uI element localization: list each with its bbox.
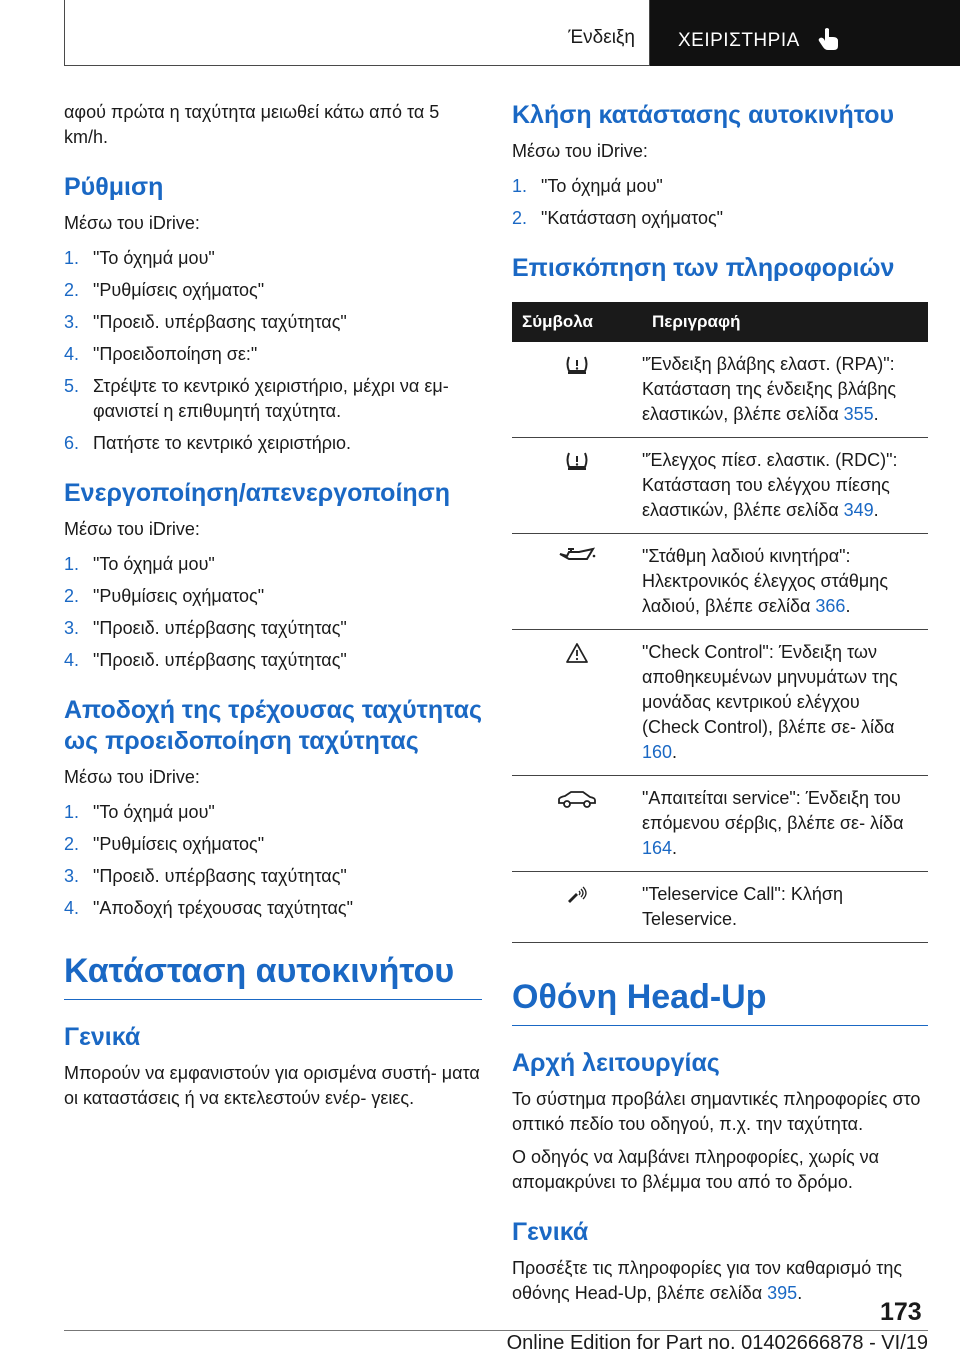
principle-text-2: Ο οδηγός να λαμβάνει πληροφορίες, χωρίς να απομακρύνει το βλέμμα του από το δρόμο. [512,1147,880,1192]
page-link[interactable]: 395 [767,1283,798,1303]
page-link[interactable]: 366 [815,596,846,616]
list-item: 4. "Προειδ. υπέρβασης ταχύτητας" [64,650,347,670]
list-item: 4. "Αποδοχή τρέχουσας ταχύτητας" [64,898,353,918]
section-lead: Μέσω του iDrive: [64,519,200,539]
list-item: 2. "Ρυθμίσεις οχήματος" [64,280,265,300]
oil-can-icon [557,546,597,568]
row-description: "Στάθμη λαδιού κινητήρα": Ηλεκτρονικός έλεγχος στάθμης λαδιού, βλέπε σελίδα [642,546,888,616]
steps-list-activation [64,552,482,673]
table-row [512,872,928,943]
section-title-accept-speed: Αποδοχή της τρέχουσας ταχύτητας ως προειδοποίηση ταχύτητας [64,696,482,755]
list-item: 6. Πατήστε το κεντρικό χειριστήριο. [64,433,351,453]
list-item: 1. "Το όχημά μου" [64,248,215,268]
footer-edition: Online Edition for Part no. 01402666878 - VI/19 [506,1332,928,1354]
section-title-general: Γενικά [512,1218,589,1246]
section-title-rythmisi: Ρύθμιση [64,173,164,201]
header-chapter-box [650,0,960,66]
table-header-row [512,302,928,342]
section-title-general: Γενικά [64,1023,141,1051]
car-service-icon [556,788,598,810]
column-header-symbols: Σύμβολα [512,302,642,342]
section-lead: Μέσω του iDrive: [512,141,648,161]
section-lead: Μέσω του iDrive: [64,767,200,787]
section-lead: Μέσω του iDrive: [64,213,200,233]
section-title-principle: Αρχή λειτουργίας [512,1049,720,1077]
list-item: 1. "Το όχημά μου" [512,176,663,196]
steps-list-call-status [512,174,928,231]
list-item: 3. "Προειδ. υπέρβασης ταχύτητας" [64,866,347,886]
list-item: 2. "Ρυθμίσεις οχήματος" [64,834,265,854]
page-header [64,0,960,66]
row-description: "Έλεγχος πίεσ. ελαστικ. (RDC)": Κατάσταση του ελέγχου πίεσης ελαστικών, βλέπε σελίδα [642,450,898,520]
page-link[interactable]: 164 [642,838,673,858]
list-item: 5. Στρέψτε το κεντρικό χειριστήριο, μέχρι να εμ- φανιστεί η επιθυμητή ταχύτητα. [64,376,449,421]
header-section-box [64,0,650,66]
tire-pressure-warning-icon [564,450,590,472]
symbols-table [512,302,928,943]
page-link[interactable]: 349 [843,500,874,520]
list-item: 1. "Το όχημά μου" [64,554,215,574]
warning-triangle-icon [565,642,589,664]
left-column [64,100,482,1111]
chapter-title-vehicle-status: Κατάσταση αυτοκινήτου [64,951,482,1000]
row-description: "Check Control": Ένδειξη των αποθηκευμένων μηνυμάτων της μονάδας κεντρικού ελέγχου (Check Control), βλέπε σε- λίδα [642,642,898,737]
chapter-title-head-up: Οθόνη Head-Up [512,977,928,1026]
hand-pointer-icon [816,26,842,52]
section-title-call-status: Κλήση κατάστασης αυτοκινήτου [512,101,895,129]
table-row: "Έλεγχος πίεσ. ελαστικ. (RDC)": Κατάσταση του ελέγχου πίεσης ελαστικών, βλέπε σελίδα 349. [512,438,928,534]
section-title-overview: Επισκόπηση των πληροφοριών [512,254,895,282]
table-row: "Check Control": Ένδειξη των αποθηκευμένων μηνυμάτων της μονάδας κεντρικού ελέγχου (Check Control), βλέπε σε- λίδα 160. [512,630,928,776]
list-item: 3. "Προειδ. υπέρβασης ταχύτητας" [64,618,347,638]
row-description: "Απαιτείται service": Ένδειξη του επόμενου σέρβις, βλέπε σε- λίδα [642,788,904,833]
table-row: "Απαιτείται service": Ένδειξη του επόμενου σέρβις, βλέπε σε- λίδα 164. [512,776,928,872]
principle-text-1: Το σύστημα προβάλει σημαντικές πληροφορίες στο οπτικό πεδίο του οδηγού, π.χ. την ταχύτητα. [512,1089,921,1134]
row-description: "Ένδειξη βλάβης ελαστ. (RPA)": Κατάσταση της ένδειξης βλάβης ελαστικών, βλέπε σελίδα [642,354,897,424]
list-item: 2. "Ρυθμίσεις οχήματος" [64,586,265,606]
page-number: 173 [880,1298,922,1326]
header-chapter-label: ΧΕΙΡΙΣΤΗΡΙΑ [678,30,800,51]
general-text: Μπορούν να εμφανιστούν για ορισμένα συστή- ματα οι καταστάσεις ή να εκτελεστούν ενέρ- γειες. [64,1063,480,1108]
footer-divider [64,1330,928,1331]
section-title-activation: Ενεργοποίηση/απενεργοποίηση [64,479,451,507]
row-description: "Teleservice Call": Κλήση Teleservice. [642,884,843,929]
page-link[interactable]: 160 [642,742,673,762]
column-header-description: Περιγραφή [642,302,928,342]
table-row: "Ένδειξη βλάβης ελαστ. (RPA)": Κατάσταση της ένδειξης βλάβης ελαστικών, βλέπε σελίδα 355. [512,342,928,438]
table-row: "Στάθμη λαδιού κινητήρα": Ηλεκτρονικός έλεγχος στάθμης λαδιού, βλέπε σελίδα 366. [512,534,928,630]
general-text: Προσέξτε τις πληροφορίες για τον καθαρισμό της οθόνης Head-Up, βλέπε σελίδα 395. [512,1258,903,1303]
page-link[interactable]: 355 [843,404,874,424]
list-item: 4. "Προειδοποίηση σε:" [64,344,258,364]
list-item: 1. "Το όχημά μου" [64,802,215,822]
steps-list-accept-speed [64,800,482,921]
list-item: 2. "Κατάσταση οχήματος" [512,208,724,228]
teleservice-call-icon [564,884,590,906]
tire-pressure-warning-icon [564,354,590,376]
list-item: 3. "Προειδ. υπέρβασης ταχύτητας" [64,312,347,332]
header-section-label: Ένδειξη [568,27,635,48]
intro-text: αφού πρώτα η ταχύτητα μειωθεί κάτω από τα 5 km/h. [64,102,440,147]
right-column [512,100,928,1306]
steps-list-rythmisi [64,246,482,456]
